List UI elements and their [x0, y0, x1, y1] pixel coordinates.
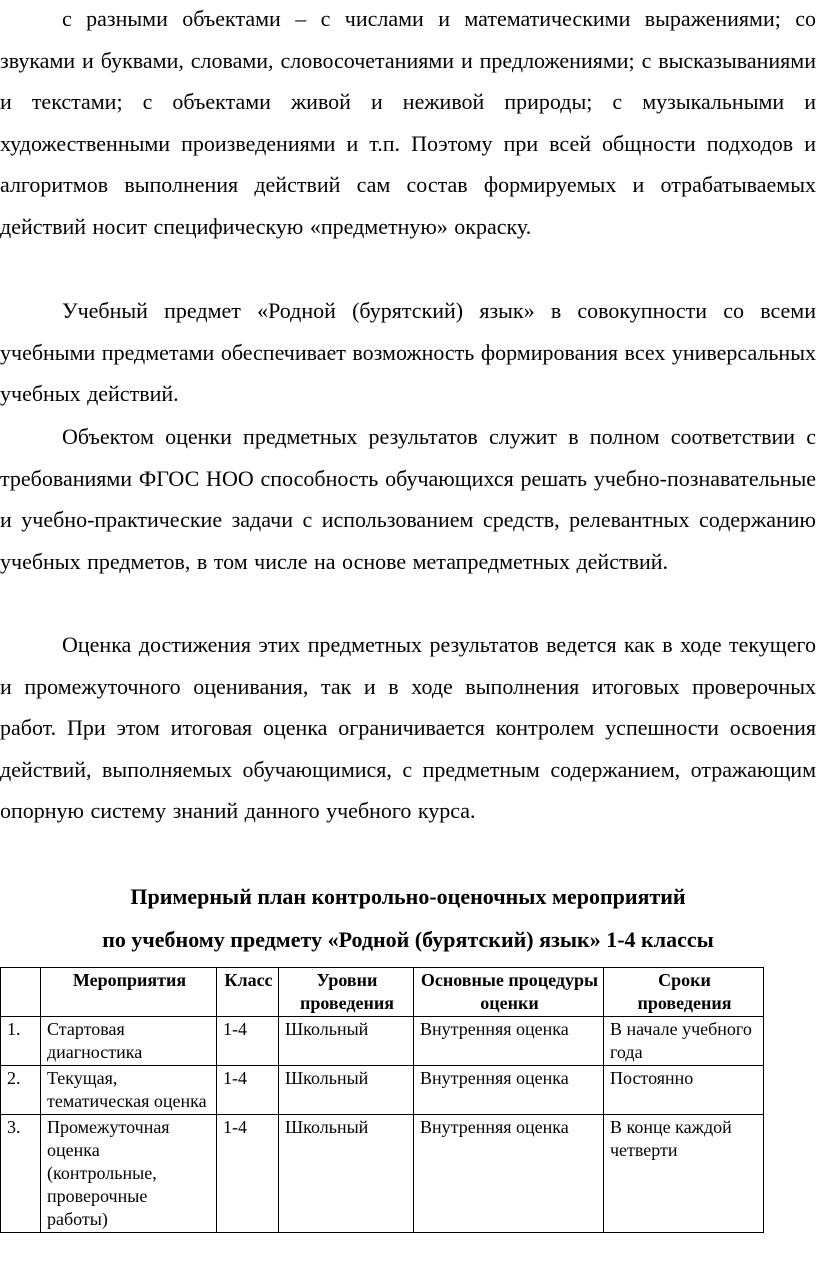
header-timing: Сроки проведения — [604, 968, 764, 1017]
row-activity: Текущая, тематическая оценка — [41, 1066, 217, 1115]
table-row — [1, 1066, 764, 1115]
row-activity: Промежуточная оценка (контрольные, проверочные работы) — [41, 1115, 217, 1233]
row-level: Школьный — [279, 1115, 414, 1233]
paragraph-continuation: с разными объектами – с числами и математическими выражениями; со звуками и буквами, словами, словосочетаниями и предложениями; с высказываниями и текстами; с объектами живой и неживой природы; с музыкальными и художественными произведениями и т.п. Поэтому при всей общности подходов и алгоритмов выполнения действий сам состав формируемых и отрабатываемых действий носит специфическую «предметную» окраску. — [0, 6, 816, 239]
row-procedure: Внутренняя оценка — [414, 1115, 604, 1233]
row-number: 2. — [1, 1066, 41, 1115]
row-level: Школьный — [279, 1066, 414, 1115]
header-levels: Уровни проведения — [279, 968, 414, 1017]
table-row — [1, 1115, 764, 1233]
row-activity: Стартовая диагностика — [41, 1017, 217, 1066]
row-number: 1. — [1, 1017, 41, 1066]
row-procedure: Внутренняя оценка — [414, 1017, 604, 1066]
assessment-plan-table — [0, 967, 764, 1233]
row-timing: В конце каждой четверти — [604, 1115, 764, 1233]
row-class: 1-4 — [217, 1066, 279, 1115]
row-procedure: Внутренняя оценка — [414, 1066, 604, 1115]
table-row — [1, 1017, 764, 1066]
paragraph-assessment-object: Объектом оценки предметных результатов служит в полном соответствии с требованиями ФГОС НОО способность обучающихся решать учебно-познавательные и учебно-практические задачи с использованием средств, релевантных содержанию учебных предметов, в том числе на основе метапредметных действий. — [0, 424, 816, 574]
row-number: 3. — [1, 1115, 41, 1233]
paragraph-subject-description: Учебный предмет «Родной (бурятский) язык» в совокупности со всеми учебными предметами обеспечивает возможность формирования всех универсальных учебных действий. — [0, 298, 816, 406]
header-class: Класс — [217, 968, 279, 1017]
header-activities: Мероприятия — [41, 968, 217, 1017]
table-header-row — [1, 968, 764, 1017]
plan-title: Примерный план контрольно-оценочных мероприятий — [130, 884, 686, 909]
header-procedures: Основные процедуры оценки — [414, 968, 604, 1017]
plan-subtitle: по учебному предмету «Родной (бурятский) язык» 1-4 классы — [102, 927, 714, 952]
row-class: 1-4 — [217, 1115, 279, 1233]
row-class: 1-4 — [217, 1017, 279, 1066]
paragraph-assessment-process: Оценка достижения этих предметных результатов ведется как в ходе текущего и промежуточного оценивания, так и в ходе выполнения итоговых проверочных работ. При этом итоговая оценка ограничивается контролем успешности освоения действий, выполняемых обучающимися, с предметным содержанием, отражающим опорную систему знаний данного учебного курса. — [0, 632, 816, 823]
row-timing: В начале учебного года — [604, 1017, 764, 1066]
row-level: Школьный — [279, 1017, 414, 1066]
header-number — [1, 968, 41, 1017]
row-timing: Постоянно — [604, 1066, 764, 1115]
